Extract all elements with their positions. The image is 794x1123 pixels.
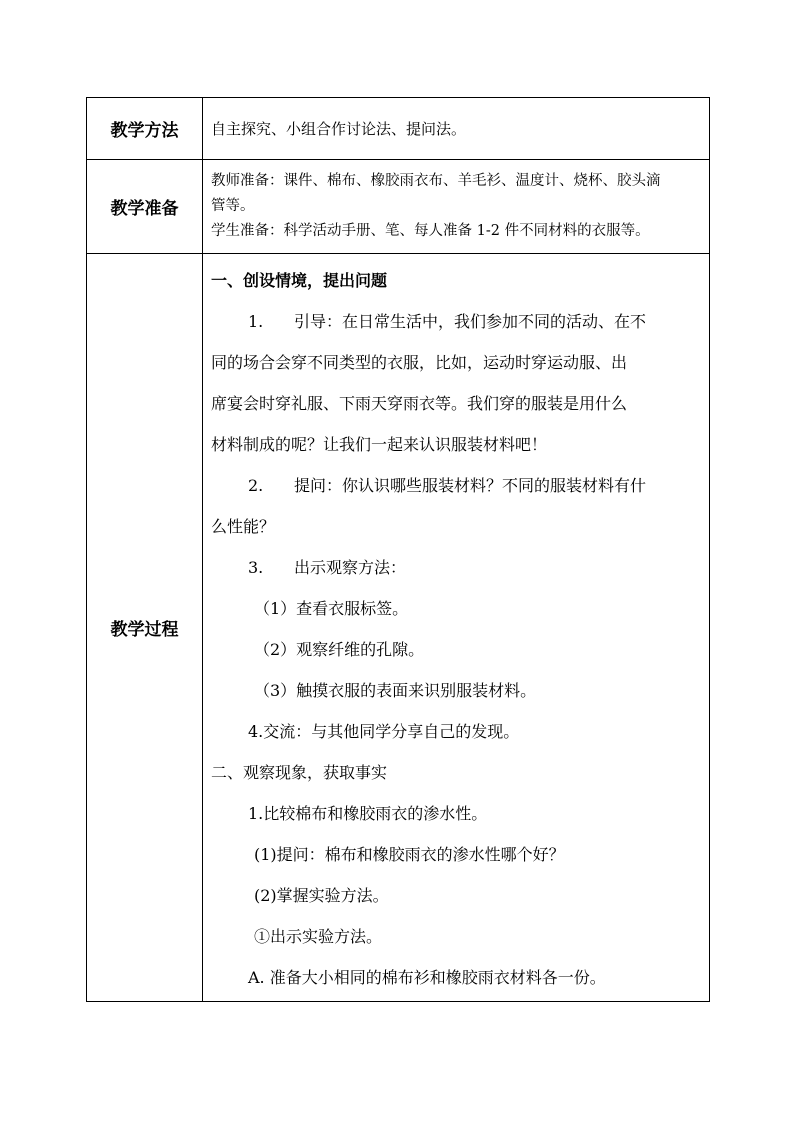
section-2-title: 二、观察现象，获取事实 [211, 763, 388, 782]
sub-item-2: （2）观察纤维的孔隙。 [254, 640, 425, 659]
section-2-sub-2: (2)掌握实验方法。 [254, 886, 389, 905]
teaching-prep-label: 教学准备 [87, 160, 203, 254]
item-1-text: 引导：在日常生活中，我们参加不同的活动、在不 [294, 312, 647, 331]
teacher-prep-line-2: 管等。 [211, 198, 255, 214]
teaching-process-label: 教学过程 [87, 254, 203, 1002]
section-2-step-a: A. 准备大小相同的棉布衫和橡胶雨衣材料各一份。 [248, 968, 606, 987]
teaching-prep-content [203, 160, 710, 254]
sub-item-1: （1）查看衣服标签。 [254, 599, 409, 618]
item-1-line-1 [211, 301, 703, 342]
lesson-plan-table [86, 97, 710, 1002]
section-2-circle-1: ①出示实验方法。 [254, 927, 383, 946]
item-2-number: 2. [248, 476, 264, 495]
item-1-line-2: 同的场合会穿不同类型的衣服，比如，运动时穿运动服、出 [211, 353, 628, 372]
item-3-number: 3. [248, 558, 264, 577]
item-4: 4.交流：与其他同学分享自己的发现。 [248, 722, 520, 741]
item-1-line-3: 席宴会时穿礼服、下雨天穿雨衣等。我们穿的服装是用什么 [211, 394, 628, 413]
item-1-line-4: 材料制成的呢？让我们一起来认识服装材料吧！ [211, 435, 548, 454]
teaching-method-text: 自主探究、小组合作讨论法、提问法。 [211, 119, 467, 138]
item-2-line-1 [211, 465, 703, 506]
section-2-sub-1: (1)提问：棉布和橡胶雨衣的渗水性哪个好？ [254, 845, 565, 864]
section-2-item-1: 1.比较棉布和橡胶雨衣的渗水性。 [248, 804, 488, 823]
sub-item-3: （3）触摸衣服的表面来识别服装材料。 [254, 681, 537, 700]
teaching-method-label: 教学方法 [87, 98, 203, 160]
item-3-text: 出示观察方法： [294, 558, 407, 577]
teacher-prep-line-1: 教师准备：课件、棉布、橡胶雨衣布、羊毛衫、温度计、烧杯、胶头滴 [211, 173, 661, 189]
item-3-line-1 [211, 547, 703, 588]
item-1-number: 1. [248, 312, 264, 331]
teaching-process-row [87, 254, 710, 1002]
student-prep-line: 学生准备：科学活动手册、笔、每人准备 1-2 件不同材料的衣服等。 [211, 223, 650, 239]
section-1-title: 一、创设情境，提出问题 [211, 271, 388, 290]
teaching-method-content [203, 98, 710, 160]
teaching-method-row [87, 98, 710, 160]
item-2-line-2: 么性能？ [211, 517, 276, 536]
teaching-process-content [203, 254, 710, 1002]
item-2-text: 提问：你认识哪些服装材料？不同的服装材料有什 [294, 476, 647, 495]
teaching-prep-row [87, 160, 710, 254]
